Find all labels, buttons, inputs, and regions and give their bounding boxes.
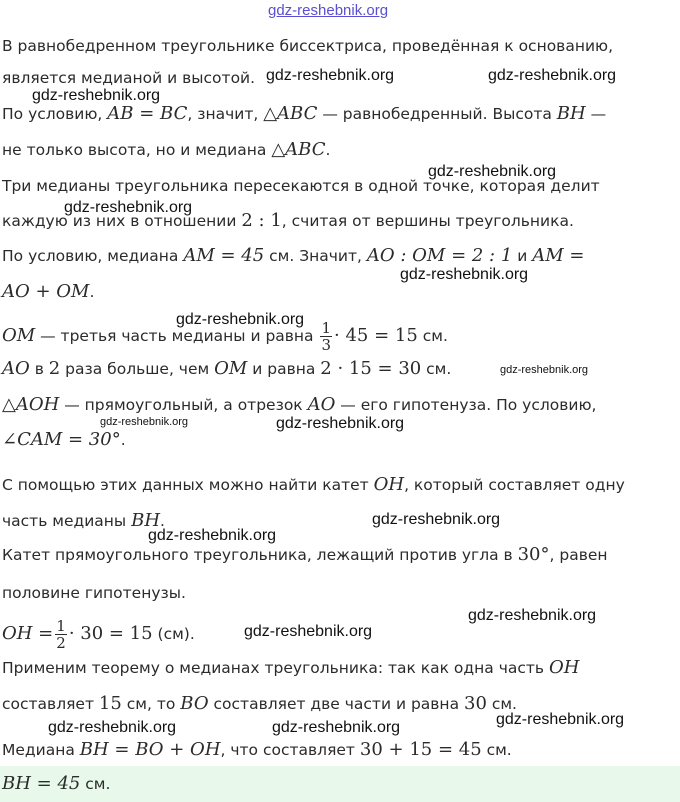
math: AM = (532, 245, 585, 266)
watermark: gdz-reshebnik.org (266, 67, 395, 84)
text: . (325, 141, 331, 159)
text: часть медианы (2, 512, 132, 530)
text: По условию, медиана (2, 247, 184, 265)
watermark: gdz-reshebnik.org (148, 527, 277, 544)
text-line (2, 104, 606, 124)
text: составляет две части и равна (208, 695, 464, 713)
text: , равен (549, 546, 608, 564)
math: 15 (98, 693, 122, 714)
math: AO (2, 358, 30, 379)
math: AO + OM (2, 281, 90, 302)
text: см. (421, 360, 452, 378)
math: OM (2, 325, 36, 346)
text: см. (481, 741, 512, 759)
text: см. (80, 775, 111, 793)
fraction (320, 320, 332, 353)
math: 30 (464, 693, 487, 714)
math: OH = (2, 623, 54, 644)
text: — (585, 105, 607, 123)
text: . (120, 431, 126, 449)
watermark: gdz-reshebnik.org (468, 607, 597, 624)
text-line (2, 282, 94, 302)
text: см, то (121, 695, 181, 713)
watermark: gdz-reshebnik.org (488, 67, 617, 84)
math: 2 : 1 (241, 210, 282, 231)
text-line (2, 658, 579, 678)
text: — его гипотенуза. По условию, (335, 396, 597, 414)
math: 2 · 15 = 30 (320, 358, 422, 379)
math: AO : OM = 2 : 1 (366, 245, 513, 266)
watermark: gdz-reshebnik.org (244, 623, 373, 640)
text-line: В равнобедренном треугольнике биссектриса, проведённая к основанию, (2, 37, 614, 55)
math: △AOH (2, 394, 60, 415)
watermark: gdz-reshebnik.org (272, 719, 401, 736)
text-line (2, 430, 126, 450)
fraction-denominator: 3 (321, 336, 332, 354)
text: раза больше, чем (60, 360, 215, 378)
text: , считая от вершины треугольника. (281, 212, 574, 230)
text: не только высота, но и медиана (2, 141, 272, 159)
text: см. (417, 327, 448, 345)
text: см. Значит, (264, 247, 367, 265)
text: в (29, 360, 49, 378)
text: (см). (152, 625, 195, 643)
watermark: gdz-reshebnik.org (276, 415, 405, 432)
text-line (2, 545, 608, 565)
math: ∠CAM = 30° (2, 429, 121, 450)
watermark: gdz-reshebnik.org (176, 311, 305, 328)
math: OM (214, 358, 248, 379)
watermark: gdz-reshebnik.org (372, 511, 501, 528)
text: — прямоугольный, а отрезок (59, 396, 308, 414)
text: С помощью этих данных можно найти катет (2, 476, 374, 494)
watermark: gdz-reshebnik.org (500, 364, 589, 376)
math: AO (307, 394, 336, 415)
text: — третья часть медианы и равна (35, 327, 319, 345)
text-line (2, 618, 195, 651)
text-line (2, 140, 330, 160)
math: OH (373, 474, 405, 495)
text: , что составляет (220, 741, 360, 759)
text: — равнобедренный. Высота (317, 105, 557, 123)
text: , значит, (187, 105, 264, 123)
watermark: gdz-reshebnik.org (496, 711, 625, 728)
text: и (512, 247, 533, 265)
watermark: gdz-reshebnik.org (64, 199, 193, 216)
math: BO (180, 693, 209, 714)
text: Медиана (2, 741, 80, 759)
text: . (89, 283, 95, 301)
math: · 45 = 15 (334, 325, 418, 346)
text: каждую из них в отношении (2, 212, 242, 230)
text-line (2, 395, 596, 415)
watermark-top[interactable]: gdz-reshebnik.org (268, 2, 389, 19)
watermark: gdz-reshebnik.org (428, 163, 557, 180)
text-line: является медианой и высотой. (2, 69, 256, 87)
fraction-denominator: 2 (56, 634, 66, 652)
math: · 30 = 15 (68, 623, 153, 644)
math: AB = BC (107, 103, 188, 124)
math: BH (131, 510, 161, 531)
math: 30° (517, 544, 550, 565)
text-line (2, 359, 451, 379)
watermark: gdz-reshebnik.org (400, 266, 529, 283)
math: △ABC (271, 139, 326, 160)
math: AM = 45 (183, 245, 265, 266)
math: 30 + 15 = 45 (359, 739, 482, 760)
text-line (2, 246, 584, 266)
answer-line (2, 774, 110, 794)
math: OH (548, 657, 580, 678)
watermark: gdz-reshebnik.org (32, 87, 161, 104)
watermark: gdz-reshebnik.org (100, 416, 189, 428)
math: BH (556, 103, 586, 124)
math: BH = BO + OH (79, 739, 221, 760)
math: △ABC (263, 103, 318, 124)
text-line (2, 694, 517, 714)
text-line (2, 740, 512, 760)
fraction (55, 618, 67, 651)
text-line: половине гипотенузы. (2, 584, 186, 602)
text: и равна (247, 360, 321, 378)
text: Катет прямоугольного треугольника, лежащий против угла в (2, 546, 518, 564)
math: 2 (48, 358, 61, 379)
math: BH = 45 (2, 773, 81, 794)
text: Применим теорему о медианах треугольника: так как одна часть (2, 659, 549, 677)
text-line: Три медианы треугольника пересекаются в одной точке, которая делит (2, 177, 600, 195)
fraction-numerator: 1 (56, 617, 66, 635)
text: По условию, (2, 105, 108, 123)
text: . (160, 512, 165, 530)
fraction-numerator: 1 (321, 319, 332, 337)
text: составляет (2, 695, 99, 713)
text: , который составляет одну (404, 476, 625, 494)
text-line (2, 475, 625, 495)
text-line (2, 511, 165, 531)
text: см. (486, 695, 517, 713)
watermark: gdz-reshebnik.org (48, 719, 177, 736)
